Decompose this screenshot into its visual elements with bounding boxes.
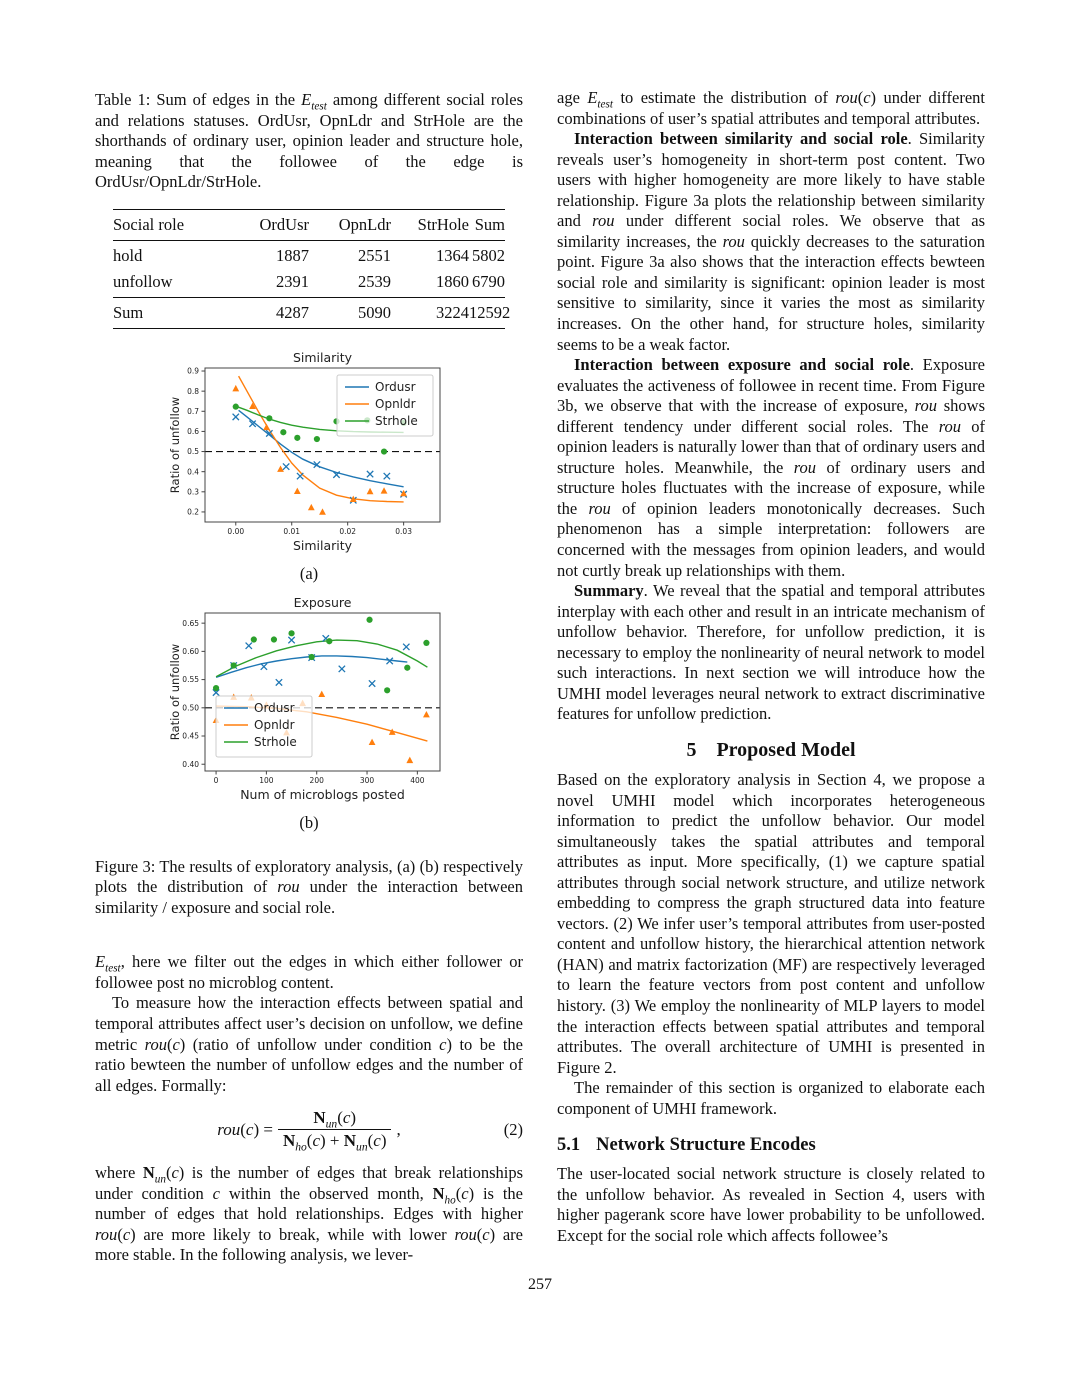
table-cell: 2391	[276, 271, 309, 291]
table-header-cell: Social role	[113, 214, 185, 234]
svg-text:0.01: 0.01	[283, 526, 301, 536]
svg-text:0.4: 0.4	[187, 467, 199, 477]
table-header-cell: StrHole	[417, 214, 469, 234]
equation-number: (2)	[503, 1119, 523, 1139]
paragraph: Interaction between exposure and social role. Exposure evaluates the activeness of followee in recent time. From Figure 3b, we observe that with the increase of exposure, rou shows different tendency under different social roles. The rou of opinion leaders is naturally lower than that of ordinary users and structure holes. Meanwhile, the rou of ordinary users and structure holes fluctuates with the increase of exposure, while the rou of opinion leaders monotonically decreases. Such phenomenon has a simple interpretation: followers are concerned with the messages from opinion leaders, and would not curtly break up relationships with them.	[557, 355, 985, 580]
table-row	[113, 243, 505, 269]
svg-text:0.45: 0.45	[182, 731, 199, 741]
figure-caption: Figure 3: The results of exploratory analysis, (a) (b) respectively plots the distribution of rou under the interaction between similarity / exposure and social role.	[95, 856, 523, 917]
figure-3b	[95, 596, 523, 833]
svg-text:0.65: 0.65	[182, 618, 199, 628]
equation-lhs: rou(c) =	[217, 1119, 273, 1139]
table-row	[113, 269, 505, 295]
table-header-cell: Sum	[474, 214, 505, 234]
table-sum-row	[113, 298, 511, 328]
table-caption: Table 1: Sum of edges in the $E_{test}$ among different social roles and relations statuses. OrdUsr, OpnLdr and StrHole are the shorthands of ordinary user, opinion leader and structure hole, meaning that the followee of the edge is OrdUsr/OpnLdr/StrHole.	[95, 90, 523, 192]
fraction-numerator: $N_{un}(c)$	[313, 1108, 357, 1131]
svg-text:Strhole: Strhole	[254, 734, 297, 749]
similarity-chart	[168, 351, 450, 555]
svg-text:0.55: 0.55	[182, 674, 199, 684]
svg-text:300: 300	[359, 775, 375, 785]
fraction	[278, 1108, 392, 1154]
paragraph: To measure how the interaction effects between spatial and temporal attributes affect user’s decision on unfollow, we define metric rou(c) (ratio of unfollow under condition c) to be the ratio bewteen the number of unfollow edges and the number of all edges. Formally:	[95, 993, 523, 1095]
figure-3a	[95, 351, 523, 584]
subcaption-a: (a)	[299, 563, 319, 583]
paragraph: Summary. We reveal that the spatial and temporal attributes interplay with each other and result in an intricate mechanism of unfollow behavior. Therefore, for unfollow prediction, it is necessary to employ the nonlinearity of neural network to model such interactions. In next section we will introduce how the UMHI model leverages neural network to extract discriminative features for unfollow prediction.	[557, 581, 985, 724]
table-cell: 5090	[358, 302, 391, 322]
svg-text:100: 100	[259, 775, 274, 785]
svg-text:0: 0	[213, 775, 219, 785]
svg-text:0.60: 0.60	[182, 646, 199, 656]
section-number: 5	[686, 738, 697, 761]
subcaption-b: (b)	[299, 812, 319, 832]
svg-text:Ratio of unfollow: Ratio of unfollow	[168, 396, 182, 493]
svg-text:Num of microblogs posted: Num of microblogs posted	[240, 786, 405, 802]
svg-text:Ratio of unfollow: Ratio of unfollow	[168, 643, 182, 740]
svg-text:0.02: 0.02	[339, 526, 357, 536]
svg-text:Similarity: Similarity	[292, 350, 353, 365]
table-header-cell: OrdUsr	[259, 214, 309, 234]
table-cell: 3224	[436, 302, 469, 322]
fraction-denominator: $N_{ho}(c) + N_{un}(c)$	[278, 1129, 392, 1151]
right-column	[557, 88, 985, 1246]
page-number: 257	[528, 1276, 552, 1293]
equation-trailing: ,	[396, 1119, 401, 1139]
svg-text:0.9: 0.9	[187, 366, 199, 376]
subsection-heading	[557, 1135, 985, 1156]
svg-text:Strhole: Strhole	[375, 413, 418, 428]
svg-text:0.40: 0.40	[182, 759, 199, 769]
svg-text:0.03: 0.03	[395, 526, 412, 536]
svg-text:0.00: 0.00	[227, 526, 245, 536]
table-cell: 5802	[472, 245, 505, 265]
paragraph: The remainder of this section is organized to elaborate each component of UMHI framework.	[557, 1078, 985, 1118]
table-cell: 6790	[472, 271, 505, 291]
table-cell: 4287	[276, 302, 309, 322]
table-cell: 2551	[358, 245, 391, 265]
svg-text:0.3: 0.3	[187, 487, 199, 497]
paragraph: age $E_{test}$ to estimate the distribution of rou(c) under different combinations of user’s spatial attributes and temporal attributes.	[557, 88, 985, 128]
subsection-title: Network Structure Encodes	[596, 1135, 816, 1156]
section-title: Proposed Model	[716, 738, 856, 761]
svg-text:400: 400	[410, 775, 425, 785]
subsection-number: 5.1	[557, 1135, 581, 1156]
svg-text:Similarity: Similarity	[292, 537, 353, 553]
svg-text:Opnldr: Opnldr	[375, 396, 416, 411]
left-column	[95, 90, 523, 1266]
section-heading	[557, 739, 985, 762]
equation-2	[95, 1108, 523, 1154]
table-header-row	[113, 210, 505, 240]
svg-text:Ordusr: Ordusr	[375, 379, 416, 394]
svg-text:Ordusr: Ordusr	[254, 700, 295, 715]
table-cell: Sum	[113, 302, 144, 322]
paragraph: where $N_{un}(c)$ is the number of edges that break relationships under condition c within the observed month, $N_{ho}(c)$ is the number of edges that hold relationships. Edges with higher rou(c) are more likely to break, while with lower rou(c) are more stable. In the following analysis, we lever-	[95, 1163, 523, 1265]
table-header-cell: OpnLdr	[338, 214, 391, 234]
svg-text:Exposure: Exposure	[293, 595, 352, 610]
table-cell: 1860	[436, 271, 469, 291]
table-cell: unfollow	[113, 271, 173, 291]
table-cell: hold	[113, 245, 143, 265]
table-1	[113, 209, 511, 329]
svg-text:0.50: 0.50	[182, 703, 199, 713]
table-cell: 2539	[358, 271, 391, 291]
svg-text:200: 200	[309, 775, 324, 785]
table-cell: 12592	[469, 302, 511, 322]
svg-text:Opnldr: Opnldr	[254, 717, 295, 732]
table-rule-bottom	[113, 328, 505, 329]
table-cell: 1887	[276, 245, 309, 265]
svg-text:0.8: 0.8	[187, 386, 199, 396]
paragraph: Interaction between similarity and social role. Similarity reveals user’s homogeneity in short-term post content. Two users with higher homogeneity are more likely to have stable relationship. Figure 3a plots the relationship between similarity and rou under different social roles. We observe that as similarity increases, the rou quickly decreases to the saturation point. Figure 3a also shows that the interaction effects bewteen social role and similarity is significant: opinion leader is most sensitive to similarity, since it varies the most as similarity increases. On the other hand, for structure holes, similarity seems to be a weak factor.	[557, 129, 985, 354]
svg-text:0.6: 0.6	[187, 426, 199, 436]
paragraph: The user-located social network structure is closely related to the unfollow behavior. As revealed in Section 4, users with higher pagerank score have lower probability to be unfollowed. Except for the social role which affects followee’s	[557, 1164, 985, 1245]
table-cell: 1364	[436, 245, 469, 265]
svg-text:0.2: 0.2	[187, 507, 199, 517]
paragraph: Based on the exploratory analysis in Section 4, we propose a novel UMHI model which incorporates heterogeneous information to predict the unfollow behavior. Our model simultaneously takes the spatial attributes and temporal attributes as input. More specifically, (1) we capture spatial attributes through social network structure, and utilize network embedding to compress the graph structured data into feature vectors. (2) We infer user’s temporal attributes from user-posted content and unfollow history, the hierarchical attention network (HAN) and matrix factorization (MF) are respectively leveraged to learn the feature vectors from post content and unfollow history. (3) We employ the nonlinearity of MLP layers to model the interaction effects between spatial attributes and temporal attributes. The overall architecture of UMHI is presented in Figure 2.	[557, 769, 985, 1077]
paragraph: $E_{test}$, here we filter out the edges in which either follower or followee post no microblog content.	[95, 952, 523, 992]
svg-text:0.7: 0.7	[187, 406, 199, 416]
exposure-chart	[168, 596, 450, 804]
equation-body	[217, 1108, 401, 1154]
svg-text:0.5: 0.5	[187, 446, 199, 456]
